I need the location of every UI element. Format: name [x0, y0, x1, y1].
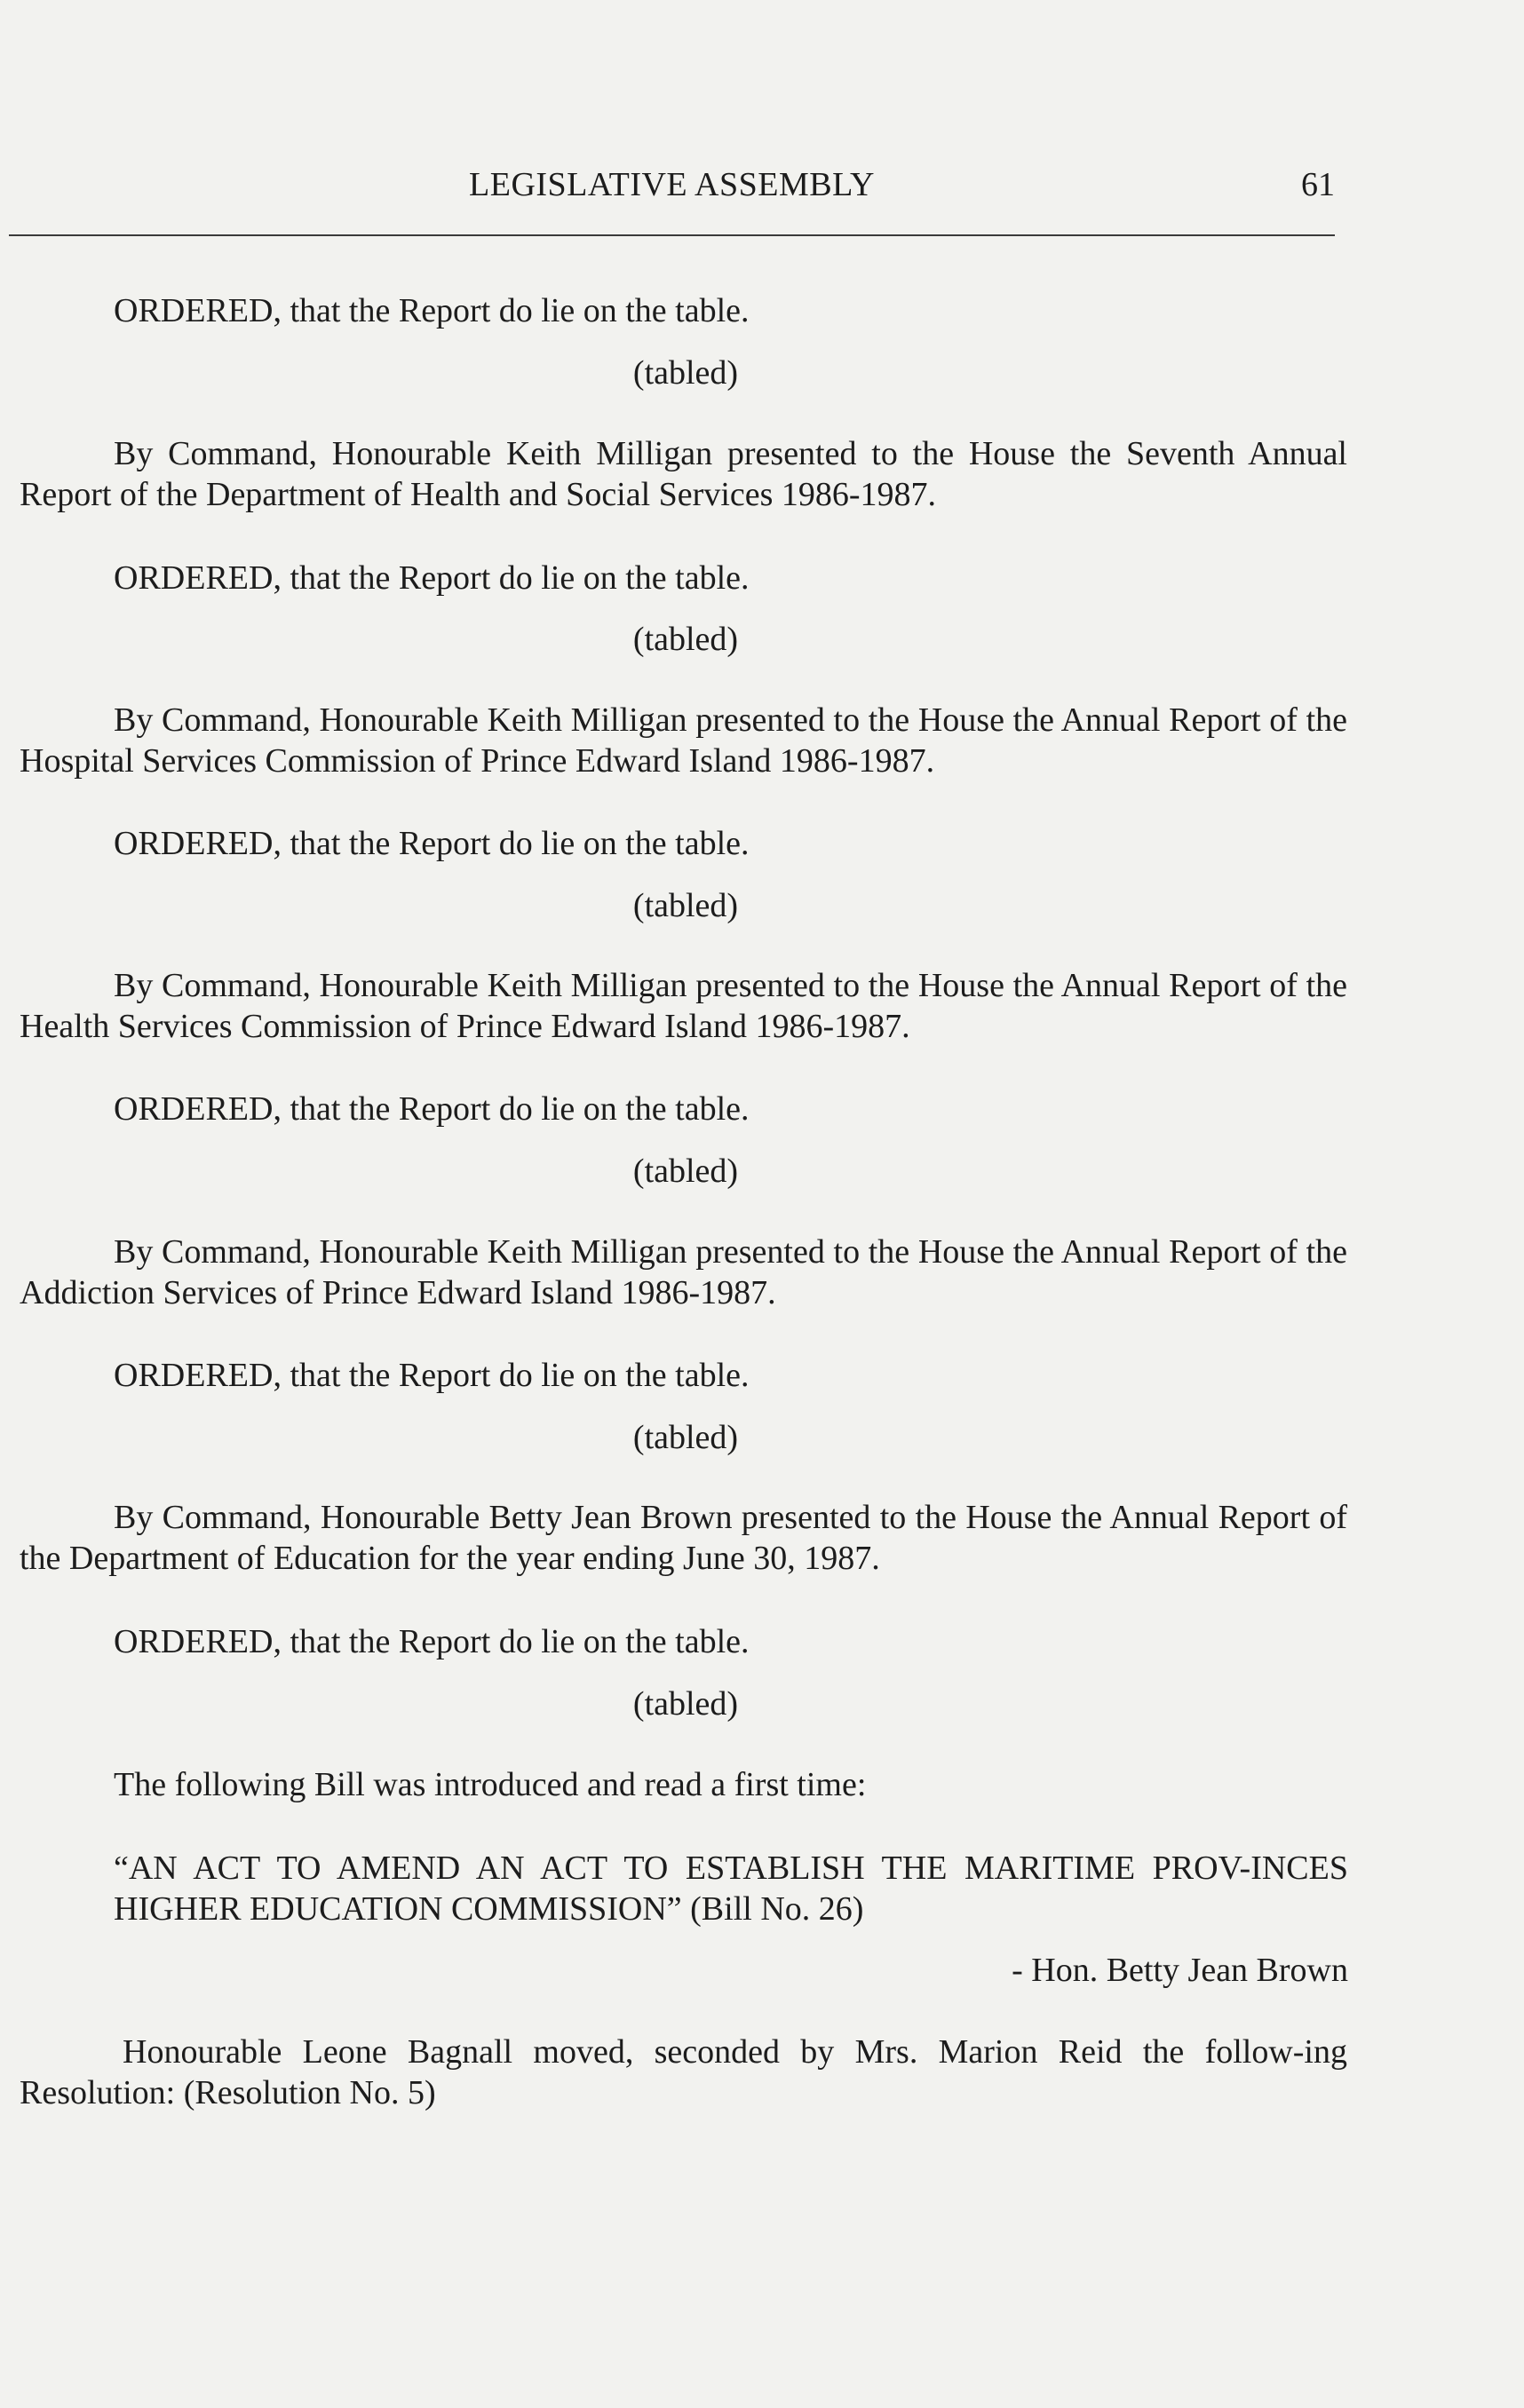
command-paragraph: By Command, Honourable Keith Milligan presented to the House the Annual Report of the Hospital Services Commission of Prince Edward Island 1986-1987.	[20, 701, 1347, 780]
bill-sponsor: - Hon. Betty Jean Brown	[1012, 1952, 1348, 1989]
tabled-note: (tabled)	[632, 354, 739, 392]
ordered-line: ORDERED, that the Report do lie on the table.	[114, 1623, 750, 1660]
resolution-paragraph: Honourable Leone Bagnall moved, seconded by Mrs. Marion Reid the follow-ing Resolution: (Resolution No. 5)	[20, 2033, 1347, 2111]
bill-title: “AN ACT TO AMEND AN ACT TO ESTABLISH THE MARITIME PROV-INCES HIGHER EDUCATION COMMISSION” (Bill No. 26)	[114, 1850, 1348, 1928]
tabled-note: (tabled)	[632, 621, 739, 658]
bill-intro: The following Bill was introduced and read a first time:	[114, 1766, 867, 1803]
ordered-line: ORDERED, that the Report do lie on the table.	[114, 1357, 750, 1394]
command-paragraph: By Command, Honourable Keith Milligan presented to the House the Annual Report of the Addiction Services of Prince Edward Island 1986-1987.	[20, 1233, 1347, 1311]
header-rule	[9, 234, 1335, 236]
command-paragraph: By Command, Honourable Betty Jean Brown presented to the House the Annual Report of the Department of Education for the year ending June 30, 1987.	[20, 1499, 1347, 1577]
ordered-line: ORDERED, that the Report do lie on the table.	[114, 292, 750, 329]
tabled-note: (tabled)	[632, 1685, 739, 1723]
ordered-line: ORDERED, that the Report do lie on the table.	[114, 825, 750, 862]
ordered-line: ORDERED, that the Report do lie on the table.	[114, 1090, 750, 1128]
running-header	[9, 165, 1335, 210]
tabled-note: (tabled)	[632, 1153, 739, 1190]
command-paragraph: By Command, Honourable Keith Milligan presented to the House the Seventh Annual Report of the Department of Health and Social Services 1986-1987.	[20, 435, 1347, 513]
page-number: 61	[1301, 166, 1335, 203]
tabled-note: (tabled)	[632, 887, 739, 924]
command-paragraph: By Command, Honourable Keith Milligan presented to the House the Annual Report of the Health Services Commission of Prince Edward Island 1986-1987.	[20, 967, 1347, 1045]
header-title: LEGISLATIVE ASSEMBLY	[469, 166, 875, 203]
ordered-line: ORDERED, that the Report do lie on the table.	[114, 559, 750, 597]
tabled-note: (tabled)	[632, 1419, 739, 1456]
